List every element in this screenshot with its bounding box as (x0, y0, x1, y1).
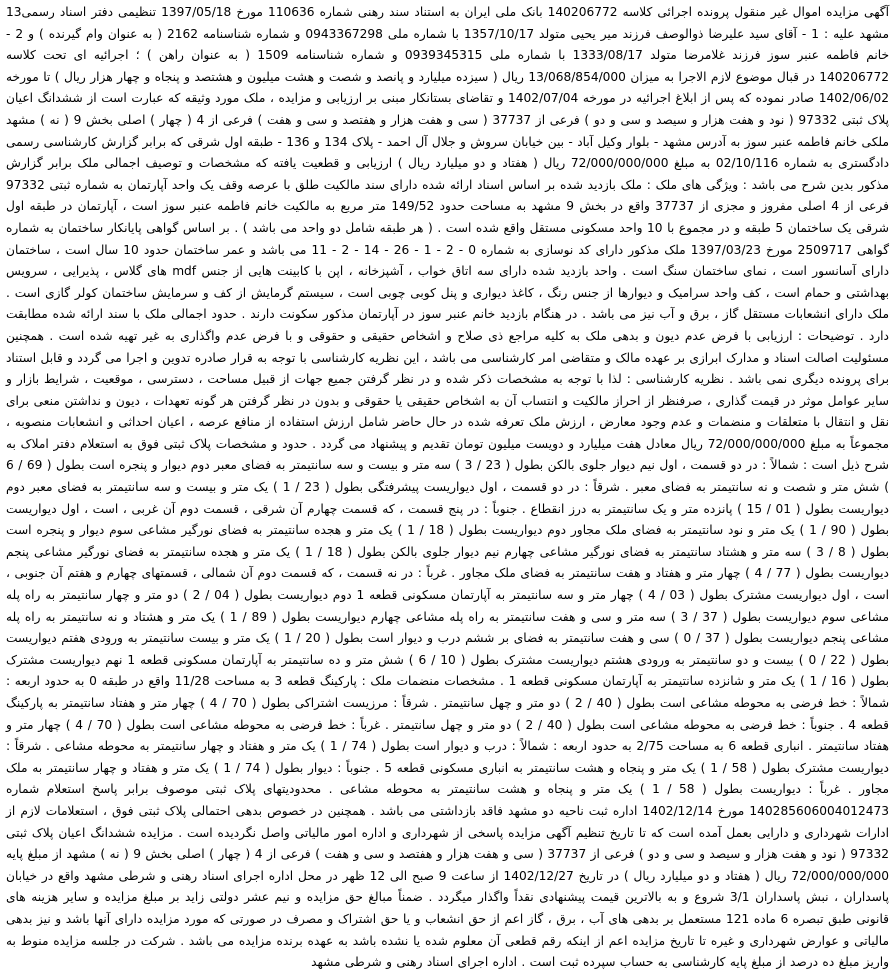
notice-text: آگهی مزایده اموال غیر منقول پرونده اجرائی کلاسه 140206772 بانک ملی ایران به استناد سند رهنی شماره 110636 مورخ 1397/05/18 تنظیمی دفتر اسناد رسمی13 مشهد علیه : 1 - آقای سید علیرضا ذوالوصف فرزند میر یحیی متولد 1357/10/17 با شماره ملی 0943367298 و شماره شناسنامه 2162 ( به عنوان وام گیرنده ) و 2 - خانم فاطمه عنبر سوز فرزند غلامرضا متولد 1333/08/17 با شماره ملی 0939345315 و شماره شناسنامه 1509 ( به عنوان راهن ) ؛ اجرائیه ای تحت کلاسه 140206772 در قبال موضوع لازم الاجرا به میزان 13/068/854/000 ریال ( سیزده میلیارد و پانصد و شصت و هشت میلیون و هشتصد و پنجاه و چهار هزار ریال ) تا مورخه 1402/06/02 صادر نموده که پس از ابلاغ اجرائیه در مورخه 1402/07/04 و تقاضای بستانکار مبنی بر ارزیابی و مزایده ، ملک مورد وثیقه که عبارت است از ششدانگ اعیان پلاک ثبتی 97332 ( نود و هفت هزار و سیصد و سی و دو ) فرعی از 37737 ( سی و هفت هزار و هفتصد و سی و هفت ) فرعی از 4 ( چهار ) اصلی بخش 9 ( نه ) مشهد ملکی خانم فاطمه عنبر سوز به آدرس مشهد - بلوار وکیل آباد - بین خیابان سروش و جلال آل احمد - پلاک 134 و 136 - طبقه اول شرقی که برابر گزارش کارشناسی رسمی دادگستری به شماره 02/10/116 به مبلغ 72/000/000/000 ریال ( هفتاد و دو میلیارد ریال ) ارزیابی و قطعیت یافته که مشخصات و توصیف اجمالی ملک برابر گزارش مذکور بدین شرح می باشد : ویژگی های ملک : ملک بازدید شده بر اساس اسناد ارائه شده دارای سند مالکیت طلق با عرصه وقف یک واحد آپارتمان به شماره ثبتی 97332 فرعی از 4 اصلی مفروز و مجزی از 37737 واقع در بخش 9 مشهد به مساحت حدود 149/52 متر مربع به مالکیت خانم فاطمه عنبر سوز است ، آپارتمان در طبقه اول شرقی یک ساختمان 5 طبقه و در مجموع با 10 واحد مسکونی مستقل واقع شده است . ( هر طبقه شامل دو واحد می باشد ) . بر اساس گواهی پایانکار ساختمان به شماره گواهی 2509717 مورخ 1397/03/23 ملک مذکور دارای کد نوسازی به شماره 0 - 2 - 1 - 26 - 14 - 2 - 11 می باشد و عمر ساختمان حدود 10 سال است ، ساختمان دارای آسانسور است ، نمای ساختمان سنگ است . واحد بازدید شده دارای سه اتاق خواب ، آشپزخانه ، اپن با کابینت هایی از جنس mdf های گلاس ، پذیرایی ، سرویس بهداشتی و حمام است ، کف واحد سرامیک و دیوارها از جنس رنگ ، کاغذ دیواری و پنل کوبی چوبی است ، سیستم گرمایش از کف و سرمایش ساختمان کولر گازی است . ملک دارای انشعابات مستقل گاز ، برق و آب نیز می باشد . در هنگام بازدید خانم عنبر سوز در آپارتمان مذکور سکونت دارند . حدود اجمالی ملک با سند ارائه شده مطابقت دارد . توضیحات : ارزیابی با فرض عدم دیون و بدهی ملک به کلیه مراجع ذی صلاح و اشخاص حقیقی و حقوقی و با فرض عدم واگذاری به غیر تهیه شده است . همچنین مسئولیت اصالت اسناد و مدارک ابرازی بر عهده مالک و متقاضی امر کارشناسی می باشد ، این نظریه کارشناسی با توجه به قرار صادره تدوین و اجرا می گردد و قابل استناد برای پرونده دیگری نمی باشد . نظریه کارشناسی : لذا با توجه به مشخصات ذکر شده و در نظر گرفتن جمیع جهات از قبیل مساحت ، دسترسی ، موقعیت ، شرایط بازار و سایر عوامل موثر در قیمت گذاری ، صرفنظر از احراز مالکیت و انتساب آن به اشخاص حقیقی یا حقوقی و بدون در نظر گرفتن هر گونه تعهدات ، دیون و نداشتن منعی برای نقل و انتقال با متعلقات و منضمات و عدم وجود معارض ، ارزش ملک تعرفه شده در حال حاضر شامل ارزش استفاده از منافع عرصه ، اعیان احداثی و انشعابات منصوبه ، مجموعاً به مبلغ 72/000/000/000 ریال معادل هفت میلیارد و دویست میلیون تومان تقدیم و پیشنهاد می گردد . حدود و مشخصات پلاک ثبتی فوق به استعلام دفتر املاک به شرح ذیل است : شمالاً : در دو قسمت ، اول نیم دیوار جلوی بالکن بطول ( 23 / 3 ) سه متر و بیست و سه سانتیمتر به فضای معبر دوم دیوار و پنجره است بطول ( 69 / 6 ) شش متر و شصت و نه سانتیمتر به فضای معبر . شرقاً : در دو قسمت ، اول دیواریست پیشرفتگی بطول ( 23 / 1 ) یک متر و بیست و سه سانتیمتر به فضای معبر دوم دیواریست بطول ( 01 / 15 ) پانزده متر و یک سانتیمتر به درز انقطاع . جنوباً : در پنج قسمت ، که قسمت چهارم آن شرقی ، قسمت دوم آن غربی ، است ، اول دیواریست بطول ( 90 / 1 ) یک متر و نود سانتیمتر به فضای ملک مجاور دوم دیواریست بطول ( 18 / 1 ) یک متر و هجده سانتیمتر به فضای نورگیر مشاعی سوم دیوار و پنجره است بطول ( 8 / 3 ) سه متر و هشتاد سانتیمتر به فضای نورگیر مشاعی چهارم نیم دیوار جلوی بالکن بطول ( 18 / 1 ) یک متر و هجده سانتیمتر به فضای نورگیر مشاعی پنجم دیواریست بطول ( 77 / 4 ) چهار متر و هفتاد و هفت سانتیمتر به فضای ملک مجاور . غرباً : در نه قسمت ، که قسمت دوم آن شمالی ، قسمتهای چهارم و هفتم آن جنوبی ، است ، اول دیواریست مشترک بطول ( 03 / 4 ) چهار متر و سه سانتیمتر به آپارتمان مسکونی قطعه 1 دوم دیواریست بطول ( 04 / 2 ) دو متر و چهار سانتیمتر به راه پله مشاعی سوم دیواریست بطول ( 37 / 3 ) سه متر و سی و هفت سانتیمتر به راه پله مشاعی چهارم دیواریست بطول ( 89 / 1 ) یک متر و هشتاد و نه سانتیمتر به راه پله مشاعی پنجم دیواریست بطول ( 37 / 0 ) سی و هفت سانتیمتر به فضای بر ششم درب و دیوار است بطول ( 20 / 1 ) یک متر و بیست سانتیمتر به ورودی هفتم دیواریست بطول ( 22 / 0 ) بیست و دو سانتیمتر به ورودی هشتم دیواریست مشترک بطول ( 10 / 6 ) شش متر و ده سانتیمتر به آپارتمان مسکونی قطعه 1 نهم دیواریست مشترک بطول ( 16 / 1 ) یک متر و شانزده سانتیمتر به آپارتمان مسکونی قطعه 1 . مشخصات منضمات ملک : پارکینگ قطعه 3 به مساحت 11/28 واقع در طبقه 0 به حدود اربعه : شمالاً : خط فرضی به محوطه مشاعی است بطول ( 40 / 2 ) دو متر و چهل سانتیمتر . شرقاً : مرزیست اشتراکی بطول ( 70 / 4 ) چهار متر و هفتاد سانتیمتر به پارکینگ قطعه 4 . جنوباً : خط فرضی به محوطه مشاعی است بطول ( 40 / 2 ) دو متر و چهل سانتیمتر . غرباً : خط فرضی به محوطه مشاعی است بطول ( 70 / 4 ) چهار متر و هفتاد سانتیمتر . انباری قطعه 6 به مساحت 2/75 به حدود اربعه : شمالاً : درب و دیوار است بطول ( 74 / 1 ) یک متر و هفتاد و چهار سانتیمتر به محوطه مشاعی . شرقاً : دیواریست مشترک بطول ( 58 / 1 ) یک متر و پنجاه و هشت سانتیمتر به انباری مسکونی قطعه 5 . جنوباً : دیوار بطول ( 74 / 1 ) یک متر و هفتاد و چهار سانتیمتر به ملک مجاور . غرباً : دیواریست بطول ( 58 / 1 ) یک متر و پنجاه و هشت سانتیمتر به محوطه مشاعی . محدودیتهای پلاک ثبتی موصوف برابر پاسخ استعلام شماره 140285606004012473 مورخ 1402/12/14 اداره ثبت ناحیه دو مشهد فاقد بازداشتی می باشد . همچنین در خصوص بدهی احتمالی پلاک ثبتی فوق ، استعلامات لازم از ادارات شهرداری و دارایی بعمل آمده است که تا تاریخ تنظیم آگهی مزایده پاسخی از شهرداری و اداره امور مالیاتی واصل نگردیده است . مزایده ششدانگ اعیان پلاک ثبتی 97332 ( نود و هفت هزار و سیصد و سی و دو ) فرعی از 37737 ( سی و هفت هزار و هفتصد و سی و هفت ) فرعی از 4 ( چهار ) اصلی بخش 9 ( نه ) مشهد از مبلغ پایه 72/000/000/000 ریال ( هفتاد و دو میلیارد ریال ) در تاریخ 1402/12/27 از ساعت 9 صبح الی 12 ظهر در محل اداره اجرای اسناد رهنی و شرطی مشهد واقع در خیابان پاسداران ، نبش پاسداران 3/1 شروع و به بالاترین قیمت پیشنهادی نقداً واگذار میگردد . ضمناً مبالغ حق مزایده و نیم عشر دولتی زاید بر مبلغ مزایده و سایر هزینه های قانونی طبق تبصره 6 ماده 121 مستعمل بر بدهی های آب ، برق ، گاز اعم از حق انشعاب و یا حق اشتراک و مصرف در صورتی که مورد مزایده دارای آنها باشد و نیز بدهی مالیاتی و عوارض شهرداری و غیره تا تاریخ مزایده اعم از اینکه رقم قطعی آن معلوم شده یا نشده باشد به عهده برنده مزایده می باشد . شرکت در جلسه مزایده منوط به واریز مبلغ ده درصد از مبلغ پایه کارشناسی به حساب سپرده ثبت است . اداره اجرای اسناد رهنی و شرطی مشهد (6, 5, 890, 970)
auction-notice (6, 2, 890, 970)
